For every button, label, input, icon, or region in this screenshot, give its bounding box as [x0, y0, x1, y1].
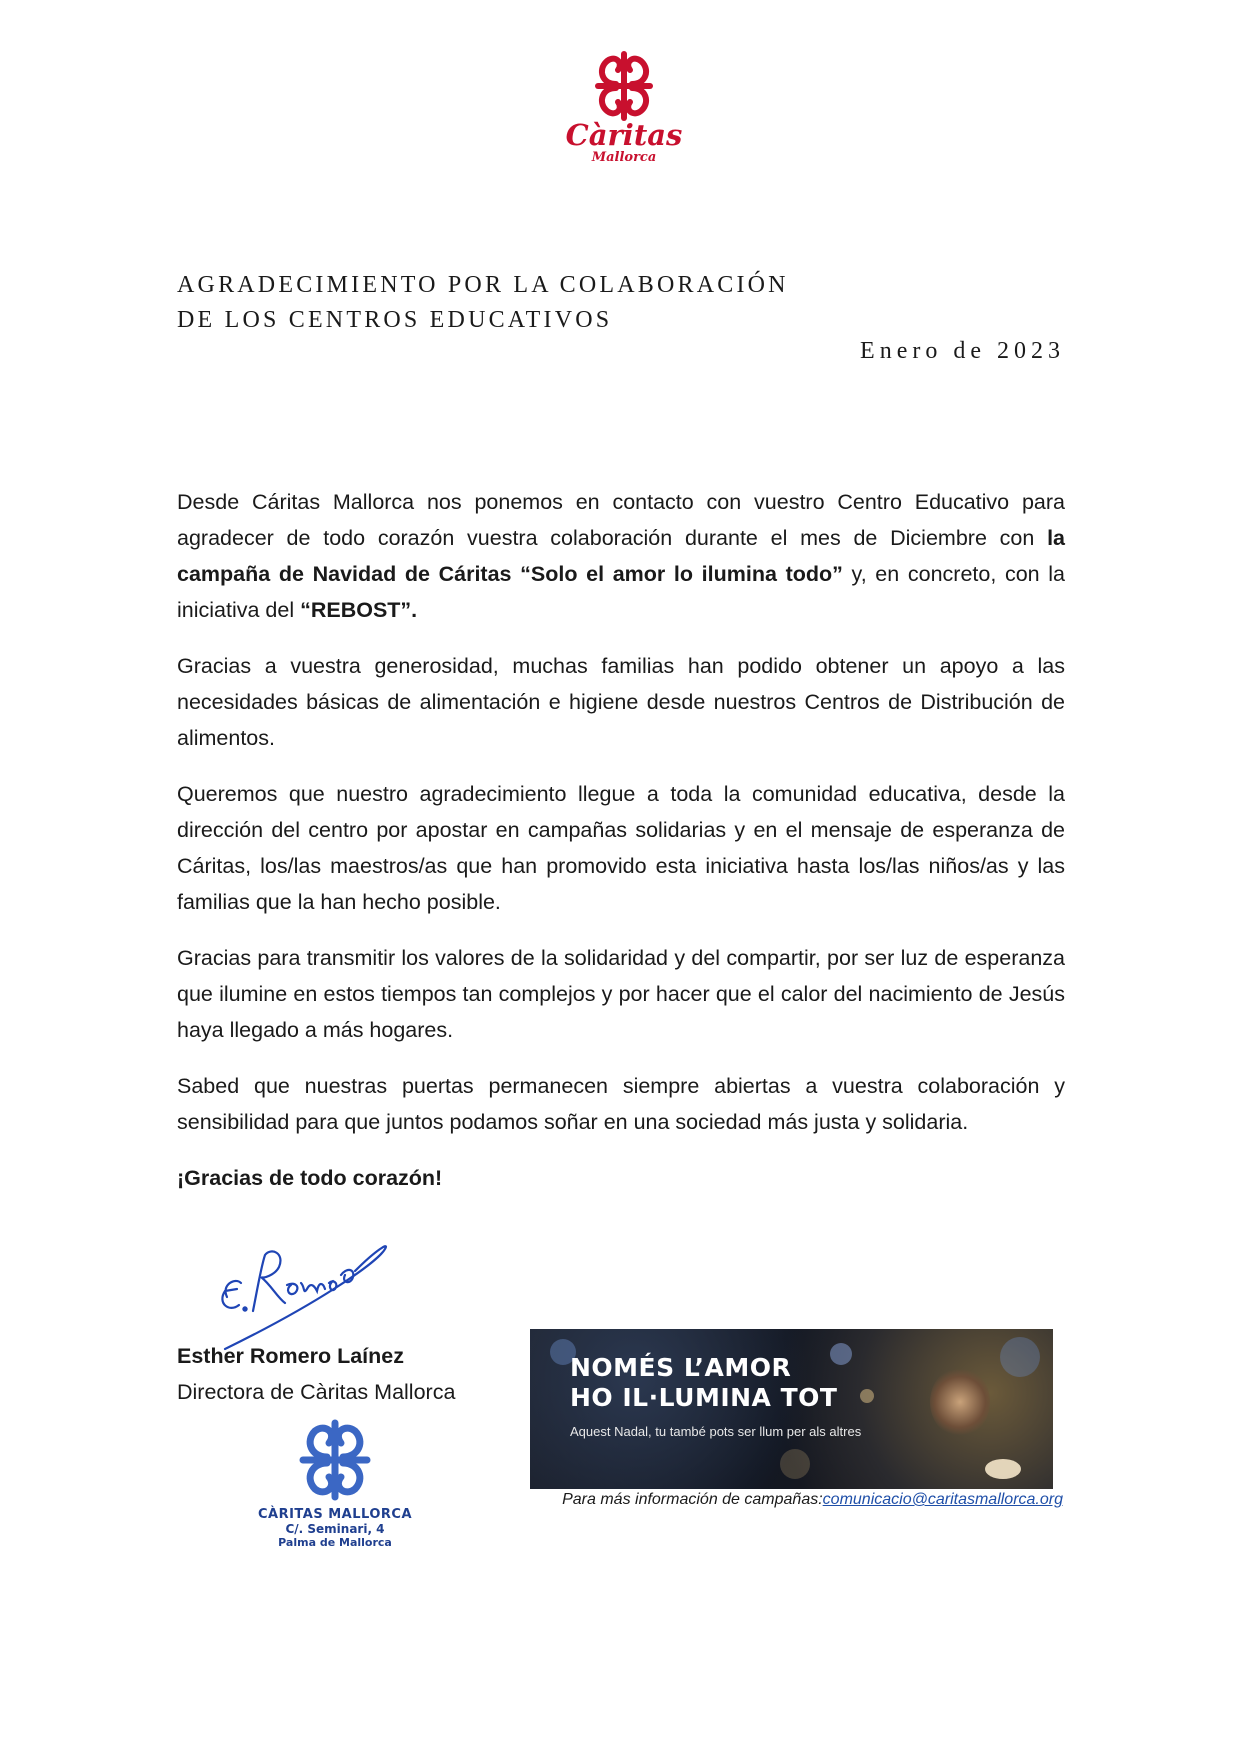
- document-date: Enero de 2023: [860, 338, 1065, 364]
- title-line-2: DE LOS CENTROS EDUCATIVOS: [177, 307, 613, 333]
- campaign-name: la campaña de Navidad de Cáritas “Solo el amor lo ilumina todo”: [177, 526, 1065, 586]
- info-label: Para más información de campañas:: [562, 1491, 823, 1508]
- paragraph-1-text-c: y, en concreto, con la iniciativa del: [177, 562, 1065, 622]
- info-line: [562, 1491, 1063, 1509]
- caritas-cross-icon: [554, 46, 694, 126]
- signer-block: [177, 1338, 455, 1410]
- paragraph-4: Gracias para transmitir los valores de la solidaridad y del compartir, por ser luz de esperanza que ilumine en estos tiempos tan complejos y por hacer que el calor del nacimiento de Jesús haya llegado a más hogares.: [177, 946, 1065, 1042]
- signer-name: Esther Romero Laínez: [177, 1344, 404, 1368]
- stamp-org: CÀRITAS MALLORCA: [257, 1507, 413, 1522]
- paragraph-1-text-a: Desde Cáritas Mallorca nos ponemos en contacto con vuestro Centro Educativo para agradecer de todo corazón vuestra colaboración durante el mes de Diciembre con: [177, 490, 1065, 550]
- handwritten-signature: [205, 1225, 415, 1355]
- paragraph-5: Sabed que nuestras puertas permanecen siempre abiertas a vuestra colaboración y sensibilidad para que juntos podamos soñar en una sociedad más justa y solidaria.: [177, 1074, 1065, 1134]
- stamp-city: Palma de Mallorca: [278, 1536, 392, 1549]
- paragraph-2: Gracias a vuestra generosidad, muchas familias han podido obtener un apoyo a las necesidades básicas de alimentación e higiene desde nuestros Centros de Distribución de alimentos.: [177, 654, 1065, 750]
- signer-role: Directora de Càritas Mallorca: [177, 1380, 456, 1404]
- title-line-1: AGRADECIMIENTO POR LA COLABORACIÓN: [177, 272, 789, 298]
- logo-subtitle: Mallorca: [591, 150, 657, 165]
- stamp-street: C/. Seminari, 4: [285, 1522, 385, 1536]
- email-link[interactable]: comunicacio@caritasmallorca.org: [822, 1491, 1063, 1508]
- caritas-logo: [554, 46, 694, 165]
- document-title: [177, 268, 977, 338]
- signature-icon: [205, 1225, 415, 1355]
- logo-wordmark: Càritas: [565, 118, 683, 152]
- stamp-cross-icon: [285, 1417, 385, 1503]
- rebost-initiative: “REBOST”.: [300, 598, 418, 622]
- campaign-banner: [530, 1329, 1053, 1489]
- paragraph-1: [177, 484, 1065, 628]
- organization-stamp: [255, 1417, 415, 1557]
- closing-line: ¡Gracias de todo corazón!: [177, 1166, 443, 1190]
- letter-body: [177, 484, 1065, 1216]
- banner-headline: NOMÉS L’AMOR HO IL·LUMINA TOT: [570, 1353, 838, 1412]
- paragraph-3: Queremos que nuestro agradecimiento llegue a toda la comunidad educativa, desde la dirección del centro por apostar en campañas solidarias y en el mensaje de esperanza de Cáritas, los/las maestros/as que han promovido esta iniciativa hasta los/las niños/as y las familias que la han hecho posible.: [177, 782, 1065, 914]
- banner-subtitle: Aquest Nadal, tu també pots ser llum per als altres: [570, 1424, 862, 1439]
